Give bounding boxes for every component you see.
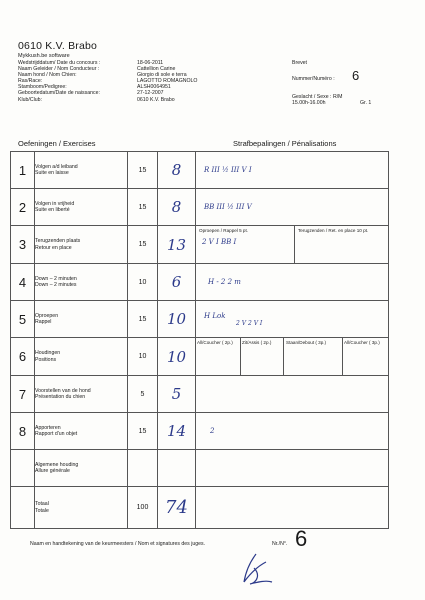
table-row-total: [11, 487, 389, 529]
exercise-number: [11, 450, 35, 487]
field-label: Ras/Race:: [18, 78, 43, 85]
penalty-handwriting: 2 V I BB I: [202, 238, 237, 246]
table-row: [11, 189, 389, 226]
field-value: ALSH0064951: [137, 84, 171, 91]
club-title: 0610 K.V. Brabo: [18, 40, 98, 52]
field-label: Geboortedatum/Date de naissance:: [18, 90, 100, 97]
exercise-name: Terugzenden plaats Retour en place: [35, 226, 128, 264]
table-row: [11, 413, 389, 450]
judge-signature-icon: [236, 552, 276, 588]
score-cell[interactable]: 6: [158, 264, 196, 301]
penalty-cell[interactable]: H - 2 2 m: [196, 264, 389, 301]
penalty-cell[interactable]: [196, 338, 389, 376]
table-row: [11, 450, 389, 487]
geslacht-label: Geslacht / Sexe : R/M: [292, 94, 343, 100]
score-cell[interactable]: 8: [158, 152, 196, 189]
position-sub-label: All/Coucher ( 2p.): [197, 340, 233, 345]
field-value: 0610 K.V. Brabo: [137, 96, 175, 103]
field-value: Cattellion Carine: [137, 66, 176, 73]
position-subcell[interactable]: [343, 338, 388, 375]
max-points: 10: [128, 264, 158, 301]
score-cell[interactable]: 10: [158, 301, 196, 338]
nummer-value: 6: [352, 68, 360, 83]
score-cell[interactable]: 13: [158, 226, 196, 264]
max-points: 5: [128, 376, 158, 413]
exercise-name: Houdingen Positions: [35, 338, 128, 376]
max-points: 15: [128, 301, 158, 338]
exercise-name: Volgen a/d leiband Suite en laisse: [35, 152, 128, 189]
total-label: Totaal Totale: [35, 487, 128, 529]
brevet-label: Brevet: [292, 60, 307, 66]
judges-label: Naam en handtekening van de keurmeesters / Nom et signatures des juges.: [30, 541, 206, 547]
table-row: [11, 338, 389, 376]
position-sub-label: Zit/Assis ( 2p.): [242, 340, 272, 345]
field-label: Wedstrijddatum/ Date du concours :: [18, 60, 101, 66]
exercise-name: Down – 2 minuten Down – 2 minutes: [35, 264, 128, 301]
field-label: Stamboom/Pedigree:: [18, 84, 67, 91]
position-sub-label: All/Coucher ( 3p.): [344, 340, 380, 345]
field-value: LAGOTTO ROMAGNOLO: [137, 78, 198, 85]
header-labels: [18, 60, 138, 103]
field-value: 18-06-2011: [137, 60, 164, 66]
group-label: Gr. 1: [360, 100, 372, 106]
exercise-number: 8: [11, 413, 35, 450]
penalty-extra: 2 V 2 V I: [236, 319, 263, 327]
nummer-label: Nummer/Numéro :: [292, 76, 335, 82]
max-points: 15: [128, 152, 158, 189]
exercise-number: 4: [11, 264, 35, 301]
max-points: 15: [128, 413, 158, 450]
penalty-cell[interactable]: 2: [196, 413, 389, 450]
exercise-number: 7: [11, 376, 35, 413]
penalty-cell[interactable]: BB III ½ III V: [196, 189, 389, 226]
penalty-cell[interactable]: [196, 226, 389, 264]
penalty-cell[interactable]: [196, 487, 389, 529]
score-cell[interactable]: 10: [158, 338, 196, 376]
position-sub-label: Staan/Debout ( 3p.): [286, 340, 327, 345]
score-cell[interactable]: 5: [158, 376, 196, 413]
position-subcell[interactable]: [241, 338, 284, 375]
header-values: [137, 60, 257, 103]
field-label: Klub/Club:: [18, 96, 42, 103]
table-row: [11, 264, 389, 301]
penalty-cell[interactable]: [196, 376, 389, 413]
nr-label: Nr./N°.: [272, 541, 288, 547]
exercise-number: 3: [11, 226, 35, 264]
max-points: 15: [128, 189, 158, 226]
field-value: Giorgio di sole e terra: [137, 72, 187, 79]
exercise-number: 6: [11, 338, 35, 376]
total-score[interactable]: 74: [158, 487, 196, 529]
field-label: Naam Geleider / Nom Conducteur :: [18, 66, 100, 73]
exercises-header: Oefeningen / Exercises: [18, 139, 96, 148]
score-cell[interactable]: 8: [158, 189, 196, 226]
scoring-table: [10, 151, 389, 529]
exercise-number: 2: [11, 189, 35, 226]
exercise-name: Voorstellen van de hond Présentation du chien: [35, 376, 128, 413]
recall-sub-label: Oproepen / Rappel 5 pt.: [199, 228, 249, 233]
max-points: 15: [128, 226, 158, 264]
max-total: 100: [128, 487, 158, 529]
exercise-name: Apporteren Rapport d'un objet: [35, 413, 128, 450]
field-value: 27-12-2007: [137, 90, 164, 97]
exercise-name: Volgen in vrijheid Suite en liberté: [35, 189, 128, 226]
exercise-number: 5: [11, 301, 35, 338]
table-row: [11, 152, 389, 189]
table-row: [11, 376, 389, 413]
position-subcell[interactable]: [284, 338, 343, 375]
penalty-cell[interactable]: H Lok 2 V 2 V I: [196, 301, 389, 338]
score-cell[interactable]: 14: [158, 413, 196, 450]
penalty-cell[interactable]: R III ½ III V I: [196, 152, 389, 189]
exercise-number: [11, 487, 35, 529]
penalty-cell[interactable]: [196, 450, 389, 487]
field-label: Naam hond / Nom Chien:: [18, 72, 77, 79]
exercise-name: Oproepen Rappel: [35, 301, 128, 338]
exercise-name: Algemene houding Allure générale: [35, 450, 128, 487]
score-cell[interactable]: [158, 450, 196, 487]
position-subcell[interactable]: [196, 338, 241, 375]
table-row: [11, 226, 389, 264]
time-slot: 15.00h-16.00h: [292, 100, 326, 106]
send-back-sub-label: Terugzenden / Ret. en place 10 pt.: [298, 228, 369, 233]
max-points: [128, 450, 158, 487]
penalties-header: Strafbepalingen / Pénalisations: [233, 139, 337, 148]
table-row: [11, 301, 389, 338]
max-points: 10: [128, 338, 158, 376]
nr-value: 6: [295, 526, 308, 551]
software-label: Mykkush.be software: [18, 53, 70, 59]
exercise-number: 1: [11, 152, 35, 189]
